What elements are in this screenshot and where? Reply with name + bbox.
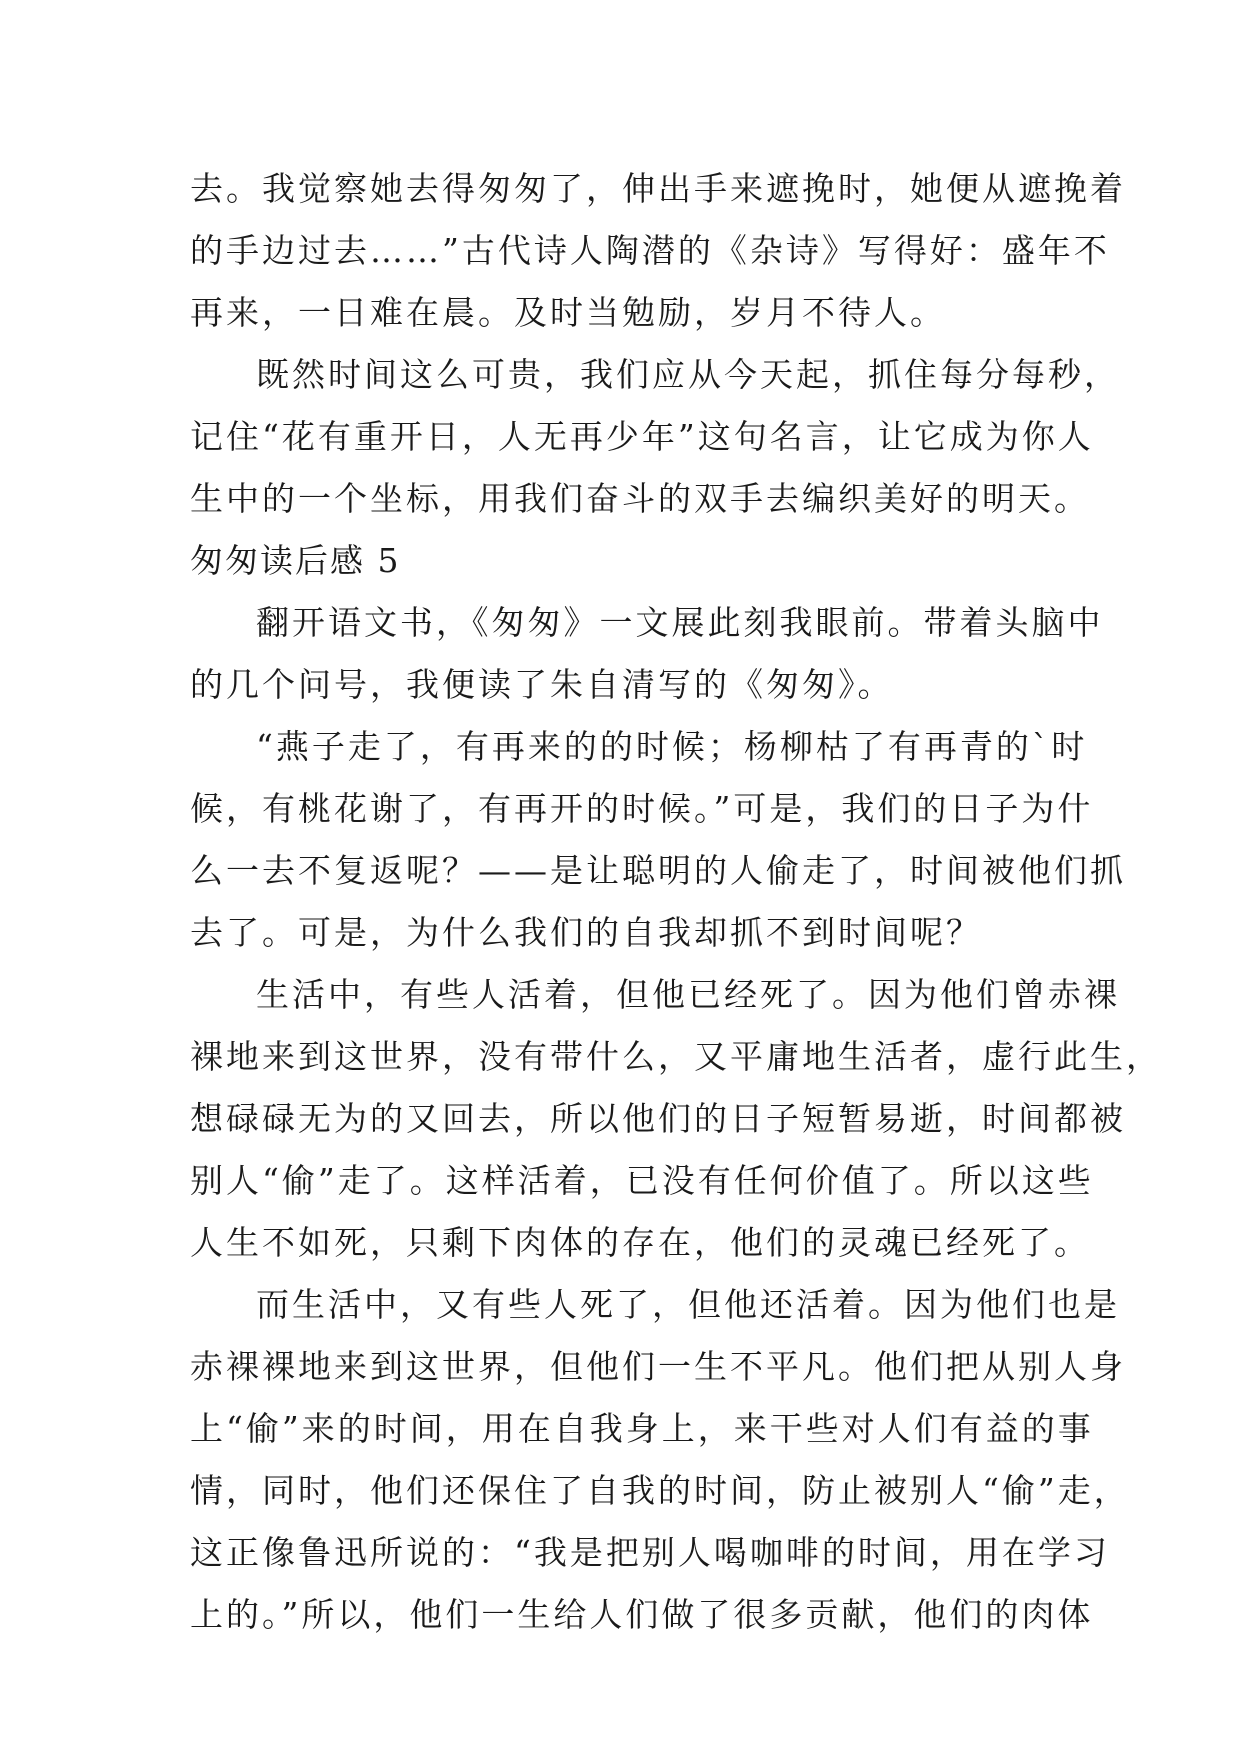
text-line: 记住“花有重开日，人无再少年”这句名言，让它成为你人 [190, 417, 1094, 456]
text-line: 的手边过去……”古代诗人陶潜的《杂诗》写得好：盛年不 [190, 231, 1110, 270]
text-line: 这正像鲁迅所说的：“我是把别人喝咖啡的时间，用在学习 [190, 1533, 1110, 1572]
text-line: 上的。”所以，他们一生给人们做了很多贡献，他们的肉体 [190, 1595, 1094, 1634]
text-line: 人生不如死，只剩下肉体的存在，他们的灵魂已经死了。 [190, 1223, 1090, 1262]
section-heading: 匆匆读后感 5 [190, 541, 401, 580]
text-line: 裸地来到这世界，没有带什么，又平庸地生活者，虚行此生， [190, 1037, 1162, 1076]
text-line: 别人“偷”走了。这样活着，已没有任何价值了。所以这些 [190, 1161, 1094, 1200]
text-line: 的几个问号，我便读了朱自清写的《匆匆》。 [190, 665, 894, 704]
text-line: “燕子走了，有再来的的时候；杨柳枯了有再青的`时 [256, 727, 1088, 766]
document-body [190, 158, 1162, 1646]
text-line: 去。我觉察她去得匆匆了，伸出手来遮挽时，她便从遮挽着 [190, 169, 1126, 208]
text-line: 情，同时，他们还保住了自我的时间，防止被别人“偷”走， [190, 1471, 1130, 1510]
text-line: 么一去不复返呢？——是让聪明的人偷走了，时间被他们抓 [190, 851, 1126, 890]
text-line: 想碌碌无为的又回去，所以他们的日子短暂易逝，时间都被 [190, 1099, 1126, 1138]
text-line: 翻开语文书，《匆匆》一文展此刻我眼前。带着头脑中 [256, 603, 1104, 642]
text-line: 生活中，有些人活着，但他已经死了。因为他们曾赤裸 [256, 975, 1120, 1014]
text-line: 去了。可是，为什么我们的自我却抓不到时间呢？ [190, 913, 982, 952]
text-line: 赤裸裸地来到这世界，但他们一生不平凡。他们把从别人身 [190, 1347, 1126, 1386]
text-line: 生中的一个坐标，用我们奋斗的双手去编织美好的明天。 [190, 479, 1090, 518]
text-line: 候，有桃花谢了，有再开的时候。”可是，我们的日子为什 [190, 789, 1094, 828]
text-line: 而生活中，又有些人死了，但他还活着。因为他们也是 [256, 1285, 1120, 1324]
text-line: 既然时间这么可贵，我们应从今天起，抓住每分每秒， [256, 355, 1120, 394]
text-line: 上“偷”来的时间，用在自我身上，来干些对人们有益的事 [190, 1409, 1094, 1448]
text-line: 再来，一日难在晨。及时当勉励，岁月不待人。 [190, 293, 946, 332]
